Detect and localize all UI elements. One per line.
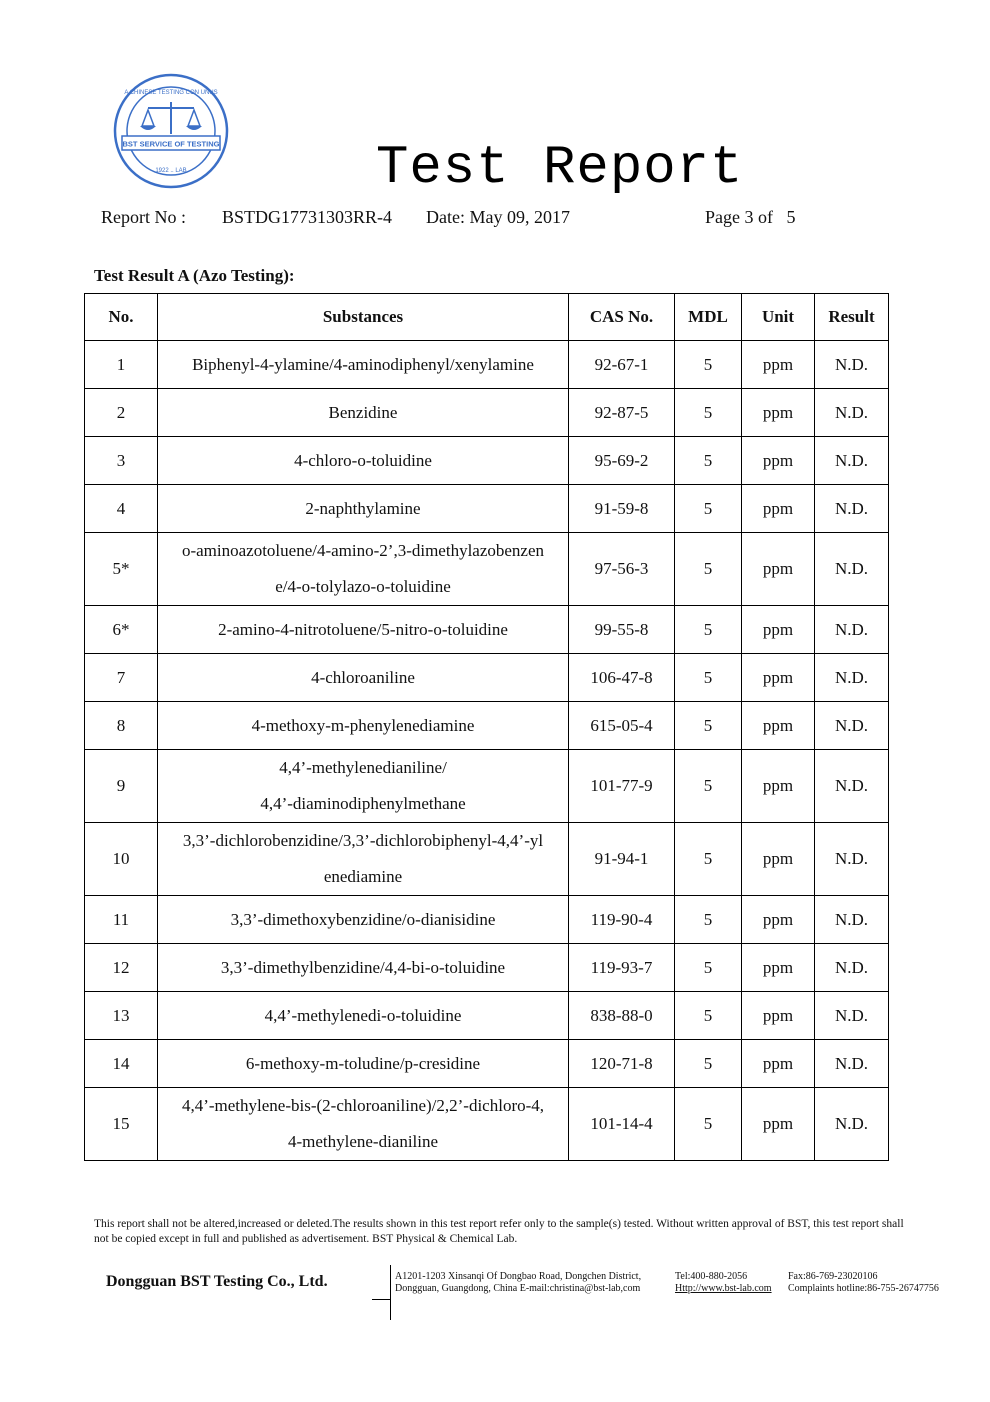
result: N.D. bbox=[815, 823, 889, 896]
header-no: No. bbox=[85, 294, 158, 341]
cas-number: 615-05-4 bbox=[569, 702, 675, 750]
mdl-value: 5 bbox=[675, 1040, 742, 1088]
section-title: Test Result A (Azo Testing): bbox=[94, 266, 295, 285]
row-no: 11 bbox=[85, 896, 158, 944]
cas-number: 119-90-4 bbox=[569, 896, 675, 944]
result: N.D. bbox=[815, 341, 889, 389]
substance-name bbox=[158, 992, 569, 1040]
row-no: 5* bbox=[85, 533, 158, 606]
table-row bbox=[85, 750, 889, 823]
table-row bbox=[85, 485, 889, 533]
row-no: 13 bbox=[85, 992, 158, 1040]
mdl-value: 5 bbox=[675, 702, 742, 750]
table-row bbox=[85, 702, 889, 750]
mdl-value: 5 bbox=[675, 606, 742, 654]
unit: ppm bbox=[742, 437, 815, 485]
table-row bbox=[85, 654, 889, 702]
unit: ppm bbox=[742, 750, 815, 823]
result: N.D. bbox=[815, 485, 889, 533]
result: N.D. bbox=[815, 1088, 889, 1161]
azo-result-table bbox=[84, 293, 889, 1161]
result: N.D. bbox=[815, 896, 889, 944]
mdl-value: 5 bbox=[675, 1088, 742, 1161]
table-row bbox=[85, 944, 889, 992]
substance-name bbox=[158, 341, 569, 389]
substance-name bbox=[158, 702, 569, 750]
substance-line: o-aminoazotoluene/4-amino-2’,3-dimethylazobenzen bbox=[181, 541, 545, 560]
substance-line: e/4-o-tolylazo-o-toluidine bbox=[275, 577, 451, 596]
substance-name bbox=[158, 437, 569, 485]
substance-name bbox=[158, 896, 569, 944]
substance-name bbox=[158, 750, 569, 823]
table-row bbox=[85, 823, 889, 896]
substance-name bbox=[158, 606, 569, 654]
substance-line: 4-chloroaniline bbox=[311, 667, 415, 687]
unit: ppm bbox=[742, 341, 815, 389]
row-no: 8 bbox=[85, 702, 158, 750]
mdl-value: 5 bbox=[675, 896, 742, 944]
row-no: 4 bbox=[85, 485, 158, 533]
substance-line: 2-amino-4-nitrotoluene/5-nitro-o-toluidine bbox=[218, 619, 508, 639]
result: N.D. bbox=[815, 389, 889, 437]
company-name: Dongguan BST Testing Co., Ltd. bbox=[106, 1273, 328, 1290]
result: N.D. bbox=[815, 437, 889, 485]
row-no: 10 bbox=[85, 823, 158, 896]
mdl-value: 5 bbox=[675, 533, 742, 606]
mdl-value: 5 bbox=[675, 437, 742, 485]
disclaimer: This report shall not be altered,increased or deleted.The results shown in this test report refer only to the sample(s) tested. Without written approval of BST, this test report shall not be copied except in full and published as advertisement. BST Physical & Chemical Lab. bbox=[94, 1218, 904, 1245]
table-row bbox=[85, 606, 889, 654]
cas-number: 106-47-8 bbox=[569, 654, 675, 702]
table-header-row bbox=[85, 294, 889, 341]
mdl-value: 5 bbox=[675, 750, 742, 823]
address-line-2: Dongguan, Guangdong, China E-mail:christina@bst-lab,com bbox=[395, 1283, 641, 1294]
report-date: Date: May 09, 2017 bbox=[426, 207, 570, 227]
substance-line: 3,3’-dimethoxybenzidine/o-dianisidine bbox=[230, 909, 496, 929]
row-no: 2 bbox=[85, 389, 158, 437]
address bbox=[395, 1271, 641, 1295]
mdl-value: 5 bbox=[675, 389, 742, 437]
result: N.D. bbox=[815, 1040, 889, 1088]
unit: ppm bbox=[742, 1040, 815, 1088]
unit: ppm bbox=[742, 389, 815, 437]
table-row bbox=[85, 896, 889, 944]
substance-line: 2-naphthylamine bbox=[305, 498, 421, 518]
unit: ppm bbox=[742, 944, 815, 992]
header-substances: Substances bbox=[158, 294, 569, 341]
result: N.D. bbox=[815, 992, 889, 1040]
table-row bbox=[85, 1088, 889, 1161]
substance-name bbox=[158, 1088, 569, 1161]
row-no: 9 bbox=[85, 750, 158, 823]
result: N.D. bbox=[815, 654, 889, 702]
substance-name bbox=[158, 485, 569, 533]
header-result: Result bbox=[815, 294, 889, 341]
substance-line: 4-chloro-o-toluidine bbox=[294, 450, 432, 470]
table-row bbox=[85, 389, 889, 437]
svg-text:1922 .. LAB: 1922 .. LAB bbox=[155, 168, 187, 174]
phone: Tel:400-880-2056 bbox=[675, 1271, 748, 1282]
header-unit: Unit bbox=[742, 294, 815, 341]
substance-line: Biphenyl-4-ylamine/4-aminodiphenyl/xenylamine bbox=[192, 354, 534, 374]
substance-line: 3,3’-dichlorobenzidine/3,3’-dichlorobiphenyl-4,4’-yl bbox=[182, 831, 544, 850]
substance-line: 6-methoxy-m-toludine/p-cresidine bbox=[245, 1053, 481, 1073]
cas-number: 91-94-1 bbox=[569, 823, 675, 896]
substance-name bbox=[158, 1040, 569, 1088]
svg-text:A CHINESE TESTING CON UNUS: A CHINESE TESTING CON UNUS bbox=[124, 90, 218, 96]
substance-line: 4,4’-methylenedi-o-toluidine bbox=[264, 1005, 462, 1025]
unit: ppm bbox=[742, 485, 815, 533]
cas-number: 838-88-0 bbox=[569, 992, 675, 1040]
table-row bbox=[85, 992, 889, 1040]
substance-name bbox=[158, 533, 569, 606]
header-mdl: MDL bbox=[675, 294, 742, 341]
substance-line: enediamine bbox=[323, 867, 403, 886]
divider bbox=[390, 1265, 391, 1320]
result: N.D. bbox=[815, 533, 889, 606]
mdl-value: 5 bbox=[675, 485, 742, 533]
row-no: 3 bbox=[85, 437, 158, 485]
mdl-value: 5 bbox=[675, 992, 742, 1040]
complaints-hotline: Complaints hotline:86-755-26747756 bbox=[788, 1283, 939, 1294]
unit: ppm bbox=[742, 823, 815, 896]
unit: ppm bbox=[742, 702, 815, 750]
cas-number: 92-87-5 bbox=[569, 389, 675, 437]
cas-number: 92-67-1 bbox=[569, 341, 675, 389]
mdl-value: 5 bbox=[675, 654, 742, 702]
row-no: 1 bbox=[85, 341, 158, 389]
cas-number: 101-14-4 bbox=[569, 1088, 675, 1161]
substance-line: 4,4’-methylene-bis-(2-chloroaniline)/2,2’-dichloro-4, bbox=[181, 1096, 545, 1115]
mdl-value: 5 bbox=[675, 823, 742, 896]
unit: ppm bbox=[742, 992, 815, 1040]
substance-name bbox=[158, 823, 569, 896]
cas-number: 119-93-7 bbox=[569, 944, 675, 992]
cas-number: 101-77-9 bbox=[569, 750, 675, 823]
substance-line: 4-methoxy-m-phenylenediamine bbox=[251, 715, 475, 735]
table-row bbox=[85, 533, 889, 606]
result: N.D. bbox=[815, 750, 889, 823]
fax-contact bbox=[788, 1271, 939, 1295]
row-no: 15 bbox=[85, 1088, 158, 1161]
row-no: 6* bbox=[85, 606, 158, 654]
cas-number: 120-71-8 bbox=[569, 1040, 675, 1088]
unit: ppm bbox=[742, 1088, 815, 1161]
substance-line: Benzidine bbox=[328, 402, 398, 422]
mdl-value: 5 bbox=[675, 341, 742, 389]
unit: ppm bbox=[742, 606, 815, 654]
substance-line: 4-methylene-dianiline bbox=[287, 1132, 439, 1151]
substance-line: 4,4’-diaminodiphenylmethane bbox=[260, 794, 466, 813]
mdl-value: 5 bbox=[675, 944, 742, 992]
row-no: 14 bbox=[85, 1040, 158, 1088]
table-row bbox=[85, 1040, 889, 1088]
address-line-1: A1201-1203 Xinsanqi Of Dongbao Road, Dongchen District, bbox=[395, 1271, 642, 1282]
cas-number: 97-56-3 bbox=[569, 533, 675, 606]
result: N.D. bbox=[815, 702, 889, 750]
row-no: 7 bbox=[85, 654, 158, 702]
report-title: Test Report bbox=[376, 138, 744, 199]
divider bbox=[372, 1299, 390, 1300]
page-number: Page 3 of 5 bbox=[705, 207, 796, 227]
substance-line: 4,4’-methylenedianiline/ bbox=[279, 758, 447, 777]
svg-text:BST SERVICE OF TESTING: BST SERVICE OF TESTING bbox=[122, 139, 220, 149]
website-link[interactable]: Http://www.bst-lab.com bbox=[675, 1283, 772, 1294]
table-row bbox=[85, 437, 889, 485]
substance-name bbox=[158, 654, 569, 702]
result: N.D. bbox=[815, 606, 889, 654]
report-no-label: Report No : bbox=[101, 207, 186, 227]
contact bbox=[675, 1271, 772, 1295]
table-row bbox=[85, 341, 889, 389]
row-no: 12 bbox=[85, 944, 158, 992]
header-cas: CAS No. bbox=[569, 294, 675, 341]
unit: ppm bbox=[742, 654, 815, 702]
unit: ppm bbox=[742, 533, 815, 606]
result: N.D. bbox=[815, 944, 889, 992]
cas-number: 91-59-8 bbox=[569, 485, 675, 533]
cas-number: 95-69-2 bbox=[569, 437, 675, 485]
substance-name bbox=[158, 944, 569, 992]
report-no: BSTDG17731303RR-4 bbox=[222, 207, 393, 227]
cas-number: 99-55-8 bbox=[569, 606, 675, 654]
substance-name bbox=[158, 389, 569, 437]
unit: ppm bbox=[742, 896, 815, 944]
fax: Fax:86-769-23020106 bbox=[788, 1271, 878, 1282]
substance-line: 3,3’-dimethylbenzidine/4,4-bi-o-toluidine bbox=[220, 957, 506, 977]
company-seal-logo bbox=[112, 72, 230, 190]
